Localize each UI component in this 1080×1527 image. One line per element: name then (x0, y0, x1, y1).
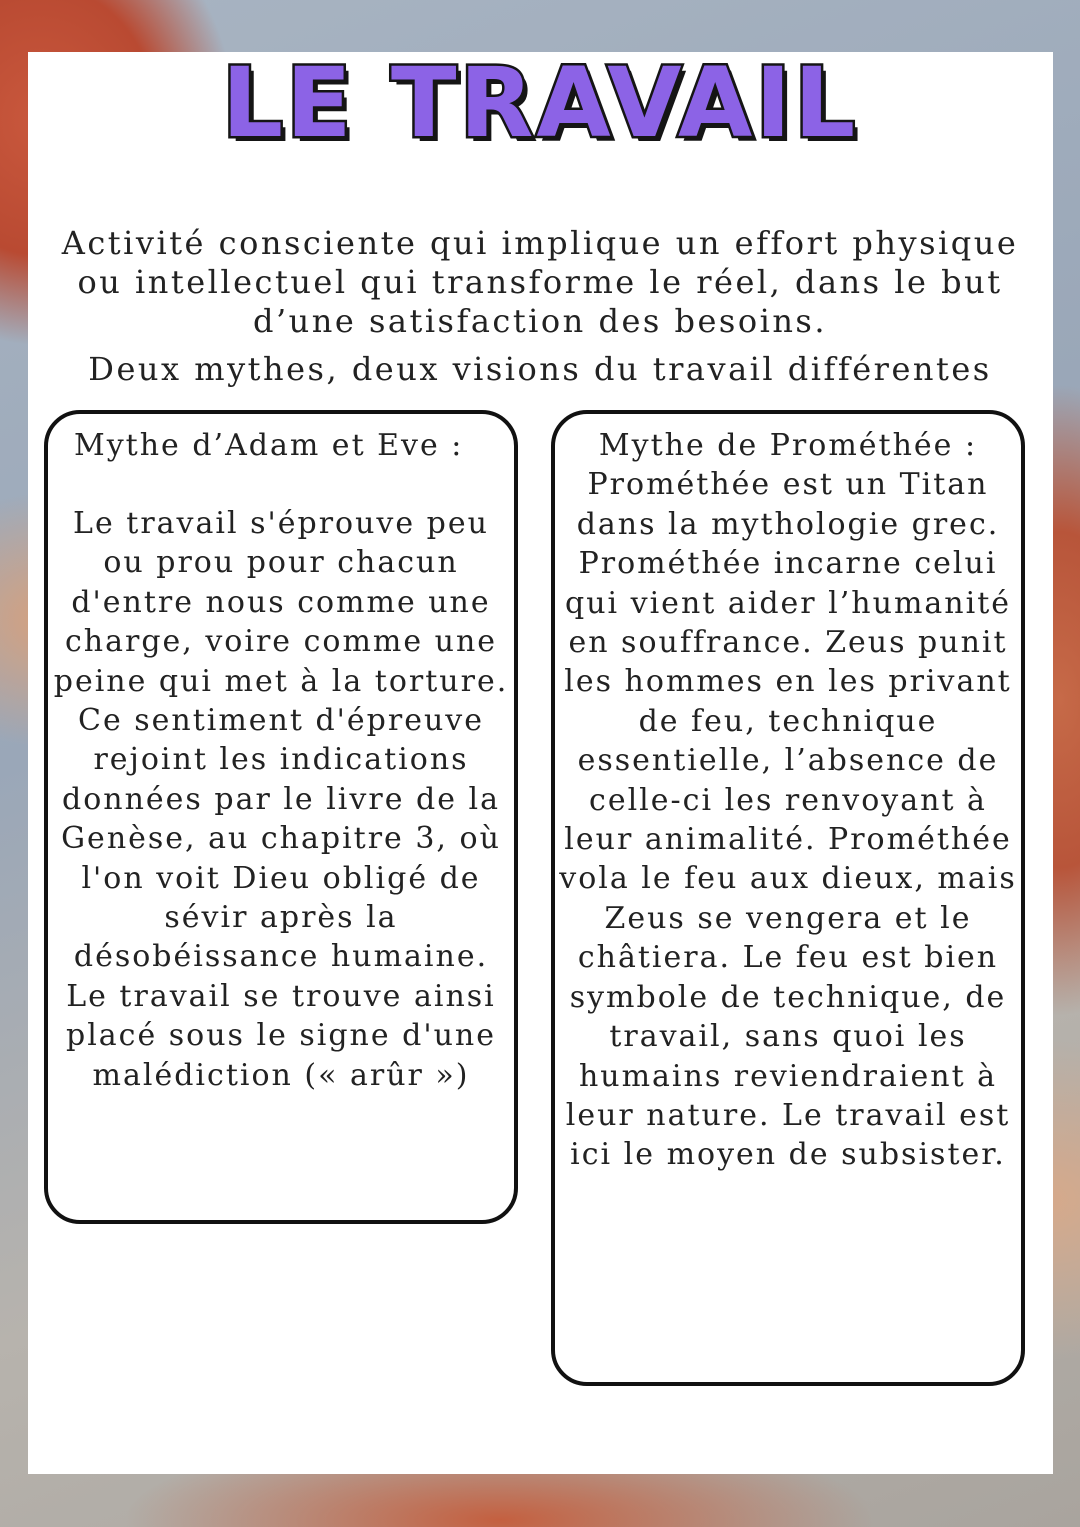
adam-eve-body: Le travail s'éprouve peu ou prou pour chacun d'entre nous comme une charge, voire comme une peine qui met à la torture. Ce sentiment d'épreuve rejoint les indications données par le livre de la Genèse, au chapitre 3, où l'on voit Dieu obligé de sévir après la désobéissance humaine. Le travail se trouve ainsi placé sous le signe d'une malédiction (« arûr ») (53, 506, 509, 1093)
promethee-box (551, 410, 1025, 1386)
section-subtitle: Deux mythes, deux visions du travail différentes (88, 350, 992, 388)
definition-text: Activité consciente qui implique un effort physique ou intellectuel qui transforme le réel, dans le but d’une satisfaction des besoins. (61, 224, 1019, 340)
page-title: LE TRAVAIL (221, 47, 859, 159)
adam-eve-box (44, 410, 518, 1224)
promethee-heading: Mythe de Prométhée : (598, 428, 978, 463)
adam-eve-heading: Mythe d’Adam et Eve : (74, 428, 464, 463)
promethee-body: Prométhée est un Titan dans la mythologie grec. Prométhée incarne celui qui vient aider l’humanité en souffrance. Zeus punit les hommes en les privant de feu, technique essentielle, l’absence de celle-ci les renvoyant à leur animalité. Prométhée vola le feu aux dieux, mais Zeus se vengera et le châtiera. Le feu est bien symbole de technique, de travail, sans quoi les humains reviendraient à leur nature. Le travail est ici le moyen de subsister. (559, 467, 1017, 1173)
